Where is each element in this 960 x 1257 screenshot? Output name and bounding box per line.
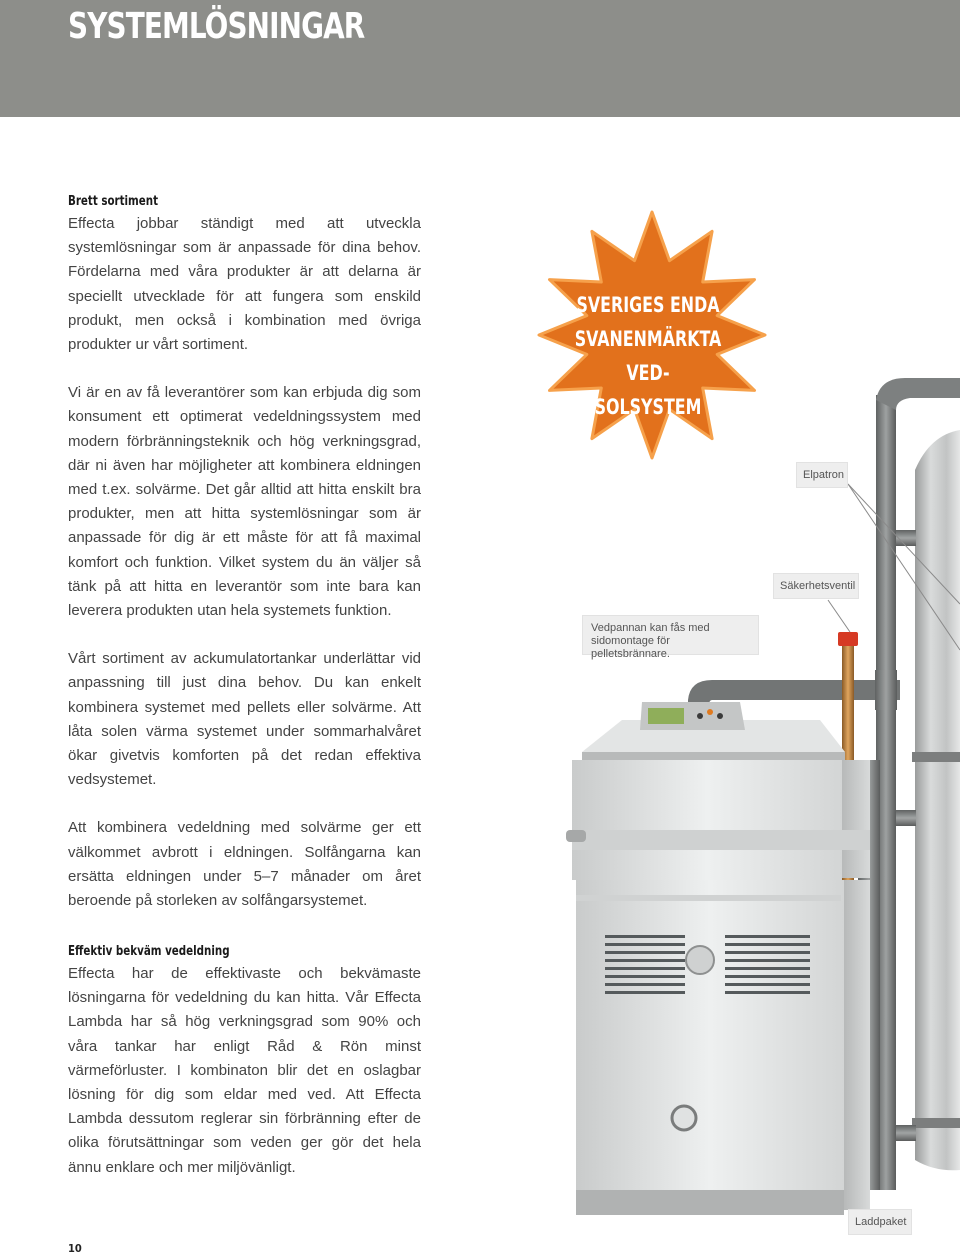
badge-line-3: VED-SOLSYSTEM — [594, 361, 702, 419]
intro-paragraph-4: Att kombinera vedeldning med solvärme ger ett välkommet avbrott i eldningen. Solfångarna kan ersätta eldningen under 5–7 månader om året beroende på storleken av solfångarsystemet. — [68, 819, 421, 910]
badge-line-1: SVERIGES ENDA — [576, 293, 720, 317]
label-sakerhetsventil: Säkerhetsventil — [773, 573, 859, 599]
wood-boiler — [566, 702, 870, 1215]
badge-line-2: SVANENMÄRKTA — [574, 327, 722, 351]
intro-section — [68, 192, 421, 913]
label-vedpannan-line-2: sidomontage för pelletsbrännare. — [591, 635, 670, 660]
accumulator-tank — [912, 430, 960, 1170]
label-elpatron: Elpatron — [796, 462, 848, 488]
heading-effektiv-bekvam-vedeldning: Effektiv bekväm vedeldning — [68, 944, 230, 959]
section2-paragraph: Effecta har de effektivaste och bekvämaste lösningarna för vedeldning du kan hitta. Vår Effecta Lambda har så hög verkningsgrad som 90% och våra tankar har enligt Råd & Rön minst värmeförluster. I kombinaton blir det en oslagbar lösning för dig som eldar med ved. Att Effecta Lambda dessutom reglerar sin förbränning efter de olika förutsättningar som veden ger gör det hela ännu enklare och mer miljövänligt. — [68, 965, 421, 1176]
label-laddpaket: Laddpaket — [848, 1209, 912, 1235]
starburst-text — [560, 288, 736, 424]
label-vedpannan — [582, 615, 759, 660]
section-effektiv — [68, 942, 421, 1180]
intro-paragraph-2: Vi är en av få leverantörer som kan erbjuda dig som konsument ett optimerat vedeldningssystem med modern förbränningsteknik och hög verkningsgrad, där ni även har möjligheter att kombinera eldningen med t.ex. solvärme. Det går alltid att hitta enskilt bra produkter, men att hitta systemlösningar som är anpassade för dig är ett måste för att få maximal komfort och funktion. Vilket system du än väljer så tänk på att hitta en leverantör som inte bara kan leverera produkten utan hela systemets funktion. — [68, 384, 421, 620]
page-title: SYSTEMLÖSNINGAR — [68, 6, 365, 47]
intro-paragraph-3: Vårt sortiment av ackumulatortankar underlättar vid anpassning till just dina behov. Du kan enkelt kombinera systemet med pellets eller solvärme. Att låta solen värma systemet under sommarhalvåret ökar givetvis komforten på det redan effektiva vedsystemet. — [68, 650, 421, 789]
heading-brett-sortiment: Brett sortiment — [68, 194, 159, 209]
page-number: 10 — [68, 1242, 82, 1255]
intro-paragraph-1: Effecta jobbar ständigt med att utveckla systemlösningar som är anpassade för dina behov. Fördelarna med våra produkter är att delarna är speciellt utvecklade för att fungera som enskild produkt, men också i kombination med övriga produkter ur vårt sortiment. — [68, 215, 421, 354]
label-vedpannan-line-1: Vedpannan kan fås med — [591, 622, 710, 634]
